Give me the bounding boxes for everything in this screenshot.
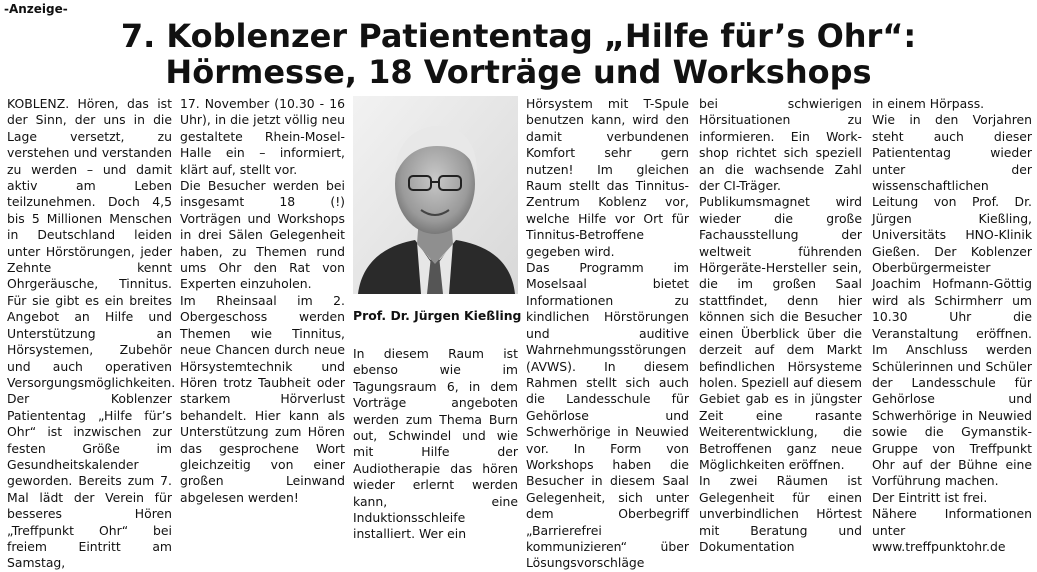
headline bbox=[0, 18, 1037, 90]
paragraph: in einem Hörpass. bbox=[872, 96, 985, 111]
column-5 bbox=[699, 96, 862, 555]
paragraph: Nähere Informationen unter www.treffpunktohr.de bbox=[872, 506, 1032, 554]
column-1 bbox=[7, 96, 176, 572]
paragraph: In diesem Raum ist ebenso wie im Tagungsraum 6, in dem Vorträge angeboten werden zum Thema Burn out, Schwindel und wie mit Hilfe der Audiotherapie das hören wieder erlernt werden kann, eine Induktionsschleife installiert. Wer ein bbox=[353, 346, 518, 542]
headline-line-2: Hörmesse, 18 Vorträge und Workshops bbox=[165, 53, 872, 91]
paragraph: Im Rheinsaal im 2. Obergeschoss werden Themen wie Tinnitus, neue Chancen durch neue Hörsystemtechnik und Hören trotz Taubheit oder starkem Hörverlust behandelt. Hier kann als Unterstützung zum Hören das gesprochene Wort gleichzeitig von einer großen Leinwand abgelesen werden! bbox=[180, 292, 345, 505]
paragraph: Der Eintritt ist frei. bbox=[872, 489, 988, 505]
photo-caption: Prof. Dr. Jürgen Kießling bbox=[353, 308, 522, 323]
ad-label: -Anzeige- bbox=[4, 2, 68, 16]
paragraph: Wie in den Vorjahren steht auch dieser Patiententag wieder unter der wissenschaftlichen Leitung von Prof. Dr. Jürgen Kießling, Universitäts HNO-Klinik Gießen. Der Koblenzer Oberbürgermeister Joachim Hofmann-Göttig wird als Schirmherr um 10.30 Uhr die Veranstaltung eröffnen. Im Anschluss werden Schülerinnen und Schüler der Landesschule für Gehörlose und Schwerhörige in Neuwied sowie die Gymanstik-Gruppe von Treffpunkt Ohr auf der Bühne eine Vorführung machen. bbox=[872, 112, 1032, 489]
portrait-photo bbox=[353, 96, 518, 294]
column-6 bbox=[872, 96, 1032, 555]
paragraph: Publikumsmagnet wird wieder die große Fachausstellung der weltweit führenden Hörgeräte-Hersteller sein, die im großen Saal stattfindet, denn hier können sich die Besucher einen Überblick über die derzeit auf dem Markt befindlichen Hörsysteme holen. Speziell auf diesem Gebiet gab es in jüngster Zeit eine rasante Weiterentwicklung, die Betroffenen ganz neue Möglichkeiten eröffnen. bbox=[699, 194, 862, 472]
paragraph: Hörsystem mit T-Spule benutzen kann, wird den damit verbundenen Komfort sehr gern nutzen! Im gleichen Raum stellt das Tinnitus-Zentrum Koblenz vor, welche Hilfe vor Ort für Tinnitus-Betroffene gegeben wird. bbox=[526, 96, 689, 259]
headline-line-1: 7. Koblenzer Patiententag „Hilfe für’s Ohr“: bbox=[120, 17, 917, 55]
paragraph: Die Besucher werden bei insgesamt 18 (!) Vorträgen und Workshops in drei Sälen Gelegenheit haben, zu Themen rund ums Ohr den Rat von Experten einzuholen. bbox=[180, 178, 345, 292]
paragraph: In zwei Räumen ist Gelegenheit für einen unverbindlichen Hörtest mit Beratung und Dokumentation bbox=[699, 473, 862, 554]
paragraph: Das Programm im Moselsaal bietet Informationen zu kindlichen Hörstörungen und auditive Wahrnehmungsstörungen (AVWS). In diesem Rahmen stellt sich auch die Landesschule für Gehörlose und Schwerhörige in Neuwied vor. In Form von Workshops haben die Besucher in diesem Saal Gelegenheit, sich unter dem Oberbegriff „Barrierefrei kommunizieren“ über Lösungsvorschläge bbox=[526, 260, 689, 571]
column-4 bbox=[526, 96, 689, 572]
column-2 bbox=[180, 96, 345, 506]
paragraph: KOBLENZ. Hören, das ist der Sinn, der uns in die Lage versetzt, zu verstehen und verstanden zu werden – und damit aktiv am Leben teilzunehmen. Doch 4,5 bis 5 Millionen Menschen in Deutschland leiden unter Hörstörungen, jeder Zehnte kennt Ohrgeräusche, Tinnitus. Für sie gibt es ein breites Angebot an Hilfe und Unterstützung an Hörsystemen, Zubehör und auch operativen Versorgungsmöglichkeiten. Der Koblenzer Patiententag „Hilfe für’s Ohr“ ist inzwischen zur festen Größe im Gesundheitskalender geworden. Bereits zum 7. Mal lädt der Verein für besseres Hören „Treffpunkt Ohr“ bei freiem Eintritt am Samstag, bbox=[7, 96, 176, 571]
paragraph: bei schwierigen Hörsituationen zu informieren. Ein Work-shop richtet sich speziell an die wachsende Zahl der CI-Träger. bbox=[699, 96, 862, 194]
column-3 bbox=[353, 346, 518, 543]
paragraph: 17. November (10.30 - 16 Uhr), in die jetzt völlig neu gestaltete Rhein-Mosel-Halle ein – informiert, klärt auf, stellt vor. bbox=[180, 96, 345, 177]
